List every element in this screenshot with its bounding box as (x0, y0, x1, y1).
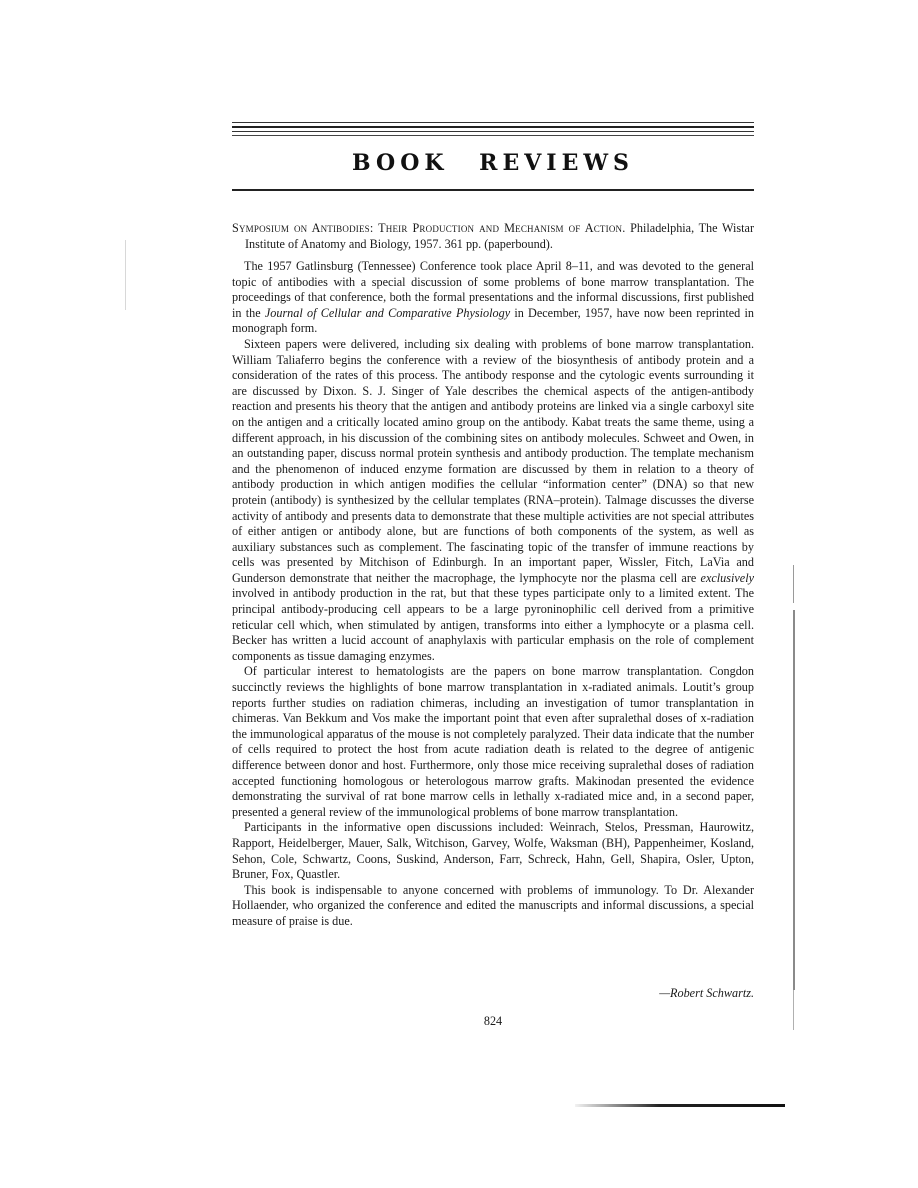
scan-artifact-right-middle (793, 610, 795, 990)
paragraph-1-text-b: in December, 1957, have now been reprinted in monograph form. (232, 305, 754, 336)
header-rules (232, 122, 754, 136)
review-paragraph-2 (232, 337, 754, 664)
scan-artifact-right-bottom (793, 990, 794, 1030)
book-publication-details: Philadelphia, The Wistar Institute of Anatomy and Biology, 1957. 361 pp. (paperbound). (245, 221, 754, 251)
journal-title: Journal of Cellular and Comparative Physiology (264, 305, 511, 320)
section-heading: BOOK REVIEWS (352, 150, 634, 176)
scan-artifact-left (125, 240, 126, 310)
scan-artifact-right-top (793, 565, 794, 603)
paragraph-2-text-b: involved in antibody production in the rat, but that these types participate only to a limited extent. The principal antibody-producing cell appears to be a large pyroninophilic cell derived from a primitive reticular cell which, when stimulated by antigen, transforms into either a lymphocyte or a plasma cell. Becker has written a lucid account of anaphylaxis with particular emphasis on the role of complement components as tissue damaging enzymes. (232, 586, 754, 663)
page-number: 824 (483, 1014, 503, 1028)
emphasis-exclusively: exclusively (700, 570, 754, 585)
review-body (232, 259, 754, 930)
review-paragraph-1 (232, 259, 754, 337)
header-rule-2 (232, 126, 754, 128)
reviewer-signature: —Robert Schwartz. (659, 986, 754, 1000)
paragraph-1-text-a: The 1957 Gatlinsburg (Tennessee) Conference took place April 8–11, and was devoted to the general topic of antibodies with a special discussion of some problems of bone marrow transplantation. The proceedings of that conference, both the formal presentations and the informal discussions, first published in the (232, 259, 754, 320)
review-paragraph-3: Of particular interest to hematologists are the papers on bone marrow transplantation. Congdon succinctly reviews the highlights of bone marrow transplantation in x-radiated animals. Loutit’s group reports further studies on radiation chimeras, including an investigation of tumor transplantation in chimeras. Van Bekkum and Vos make the important point that even after supralethal doses of x-radiation the immunological apparatus of the mouse is not completely paralyzed. Their data indicate that the number of cells required to protect the host from acute radiation death is related to the degree of antigenic difference between donor and host. Furthermore, only those mice receiving supralethal doses of radiation accepted functioning homologous or heterologous marrow grafts. Makinodan presented the evidence demonstrating the survival of rat bone marrow cells in lethally x-radiated mice and, in a second paper, presented a general review of the immunological problems of bone marrow transplantation. (232, 664, 754, 819)
review-paragraph-5: This book is indispensable to anyone concerned with problems of immunology. To Dr. Alexander Hollaender, who organized the conference and edited the manuscripts and informal discussions, a special measure of praise is due. (232, 882, 754, 928)
book-title: Symposium on Antibodies: Their Production and Mechanism of Action. (232, 221, 626, 235)
heading-underline-rule (232, 189, 754, 191)
paragraph-2-text-a: Sixteen papers were delivered, including six dealing with problems of bone marrow transplantation. William Taliaferro begins the conference with a review of the biosynthesis of antibody protein and a consideration of the rates of this process. The antibody response and the cytologic events surrounding it are discussed by Dixon. S. J. Singer of Yale describes the chemical aspects of the antigen-antibody reaction and presents his theory that the antigen and antibody proteins are linked via a single carboxyl site on the antigen and a critically located amino group on the antibody. Kabat treats the same theme, using a different approach, in his discussion of the combining sites on antibody molecules. Schweet and Owen, in an outstanding paper, discuss normal protein synthesis and antibody production. The template mechanism and the phenomenon of induced enzyme formation are discussed by them in relation to a theory of antibody production in which antigen modifies the cellular “information center” (DNA) so that new protein (antibody) is synthesized by the cellular templates (RNA–protein). Talmage discusses the diverse activity of antibody and presents data to demonstrate that these multiple activities are not special attributes of either antigen or antibody alone, but are functions of both components of the system, as well as auxiliary substances such as complement. The fascinating topic of the transfer of immune reactions by cells was presented by Mitchison of Edinburgh. In an important paper, Wissler, Fitch, LaVia and Gunderson demonstrate that neither the macrophage, the lymphocyte nor the plasma cell are (232, 336, 754, 585)
review-paragraph-4: Participants in the informative open discussions included: Weinrach, Stelos, Pressman, Haurowitz, Rapport, Heidelberger, Mauer, Salk, Witchison, Garvey, Wolfe, Waksman (BH), Pappenheimer, Kosland, Sehon, Cole, Schwartz, Coons, Suskind, Anderson, Farr, Schreck, Hahn, Gell, Shapira, Osler, Upton, Bruner, Fox, Quastler. (232, 820, 754, 882)
header-rule-4 (232, 135, 754, 136)
book-citation (232, 220, 754, 252)
header-rule-3 (232, 131, 754, 132)
scan-artifact-bottom-edge (575, 1104, 785, 1107)
header-rule-1 (232, 122, 754, 123)
